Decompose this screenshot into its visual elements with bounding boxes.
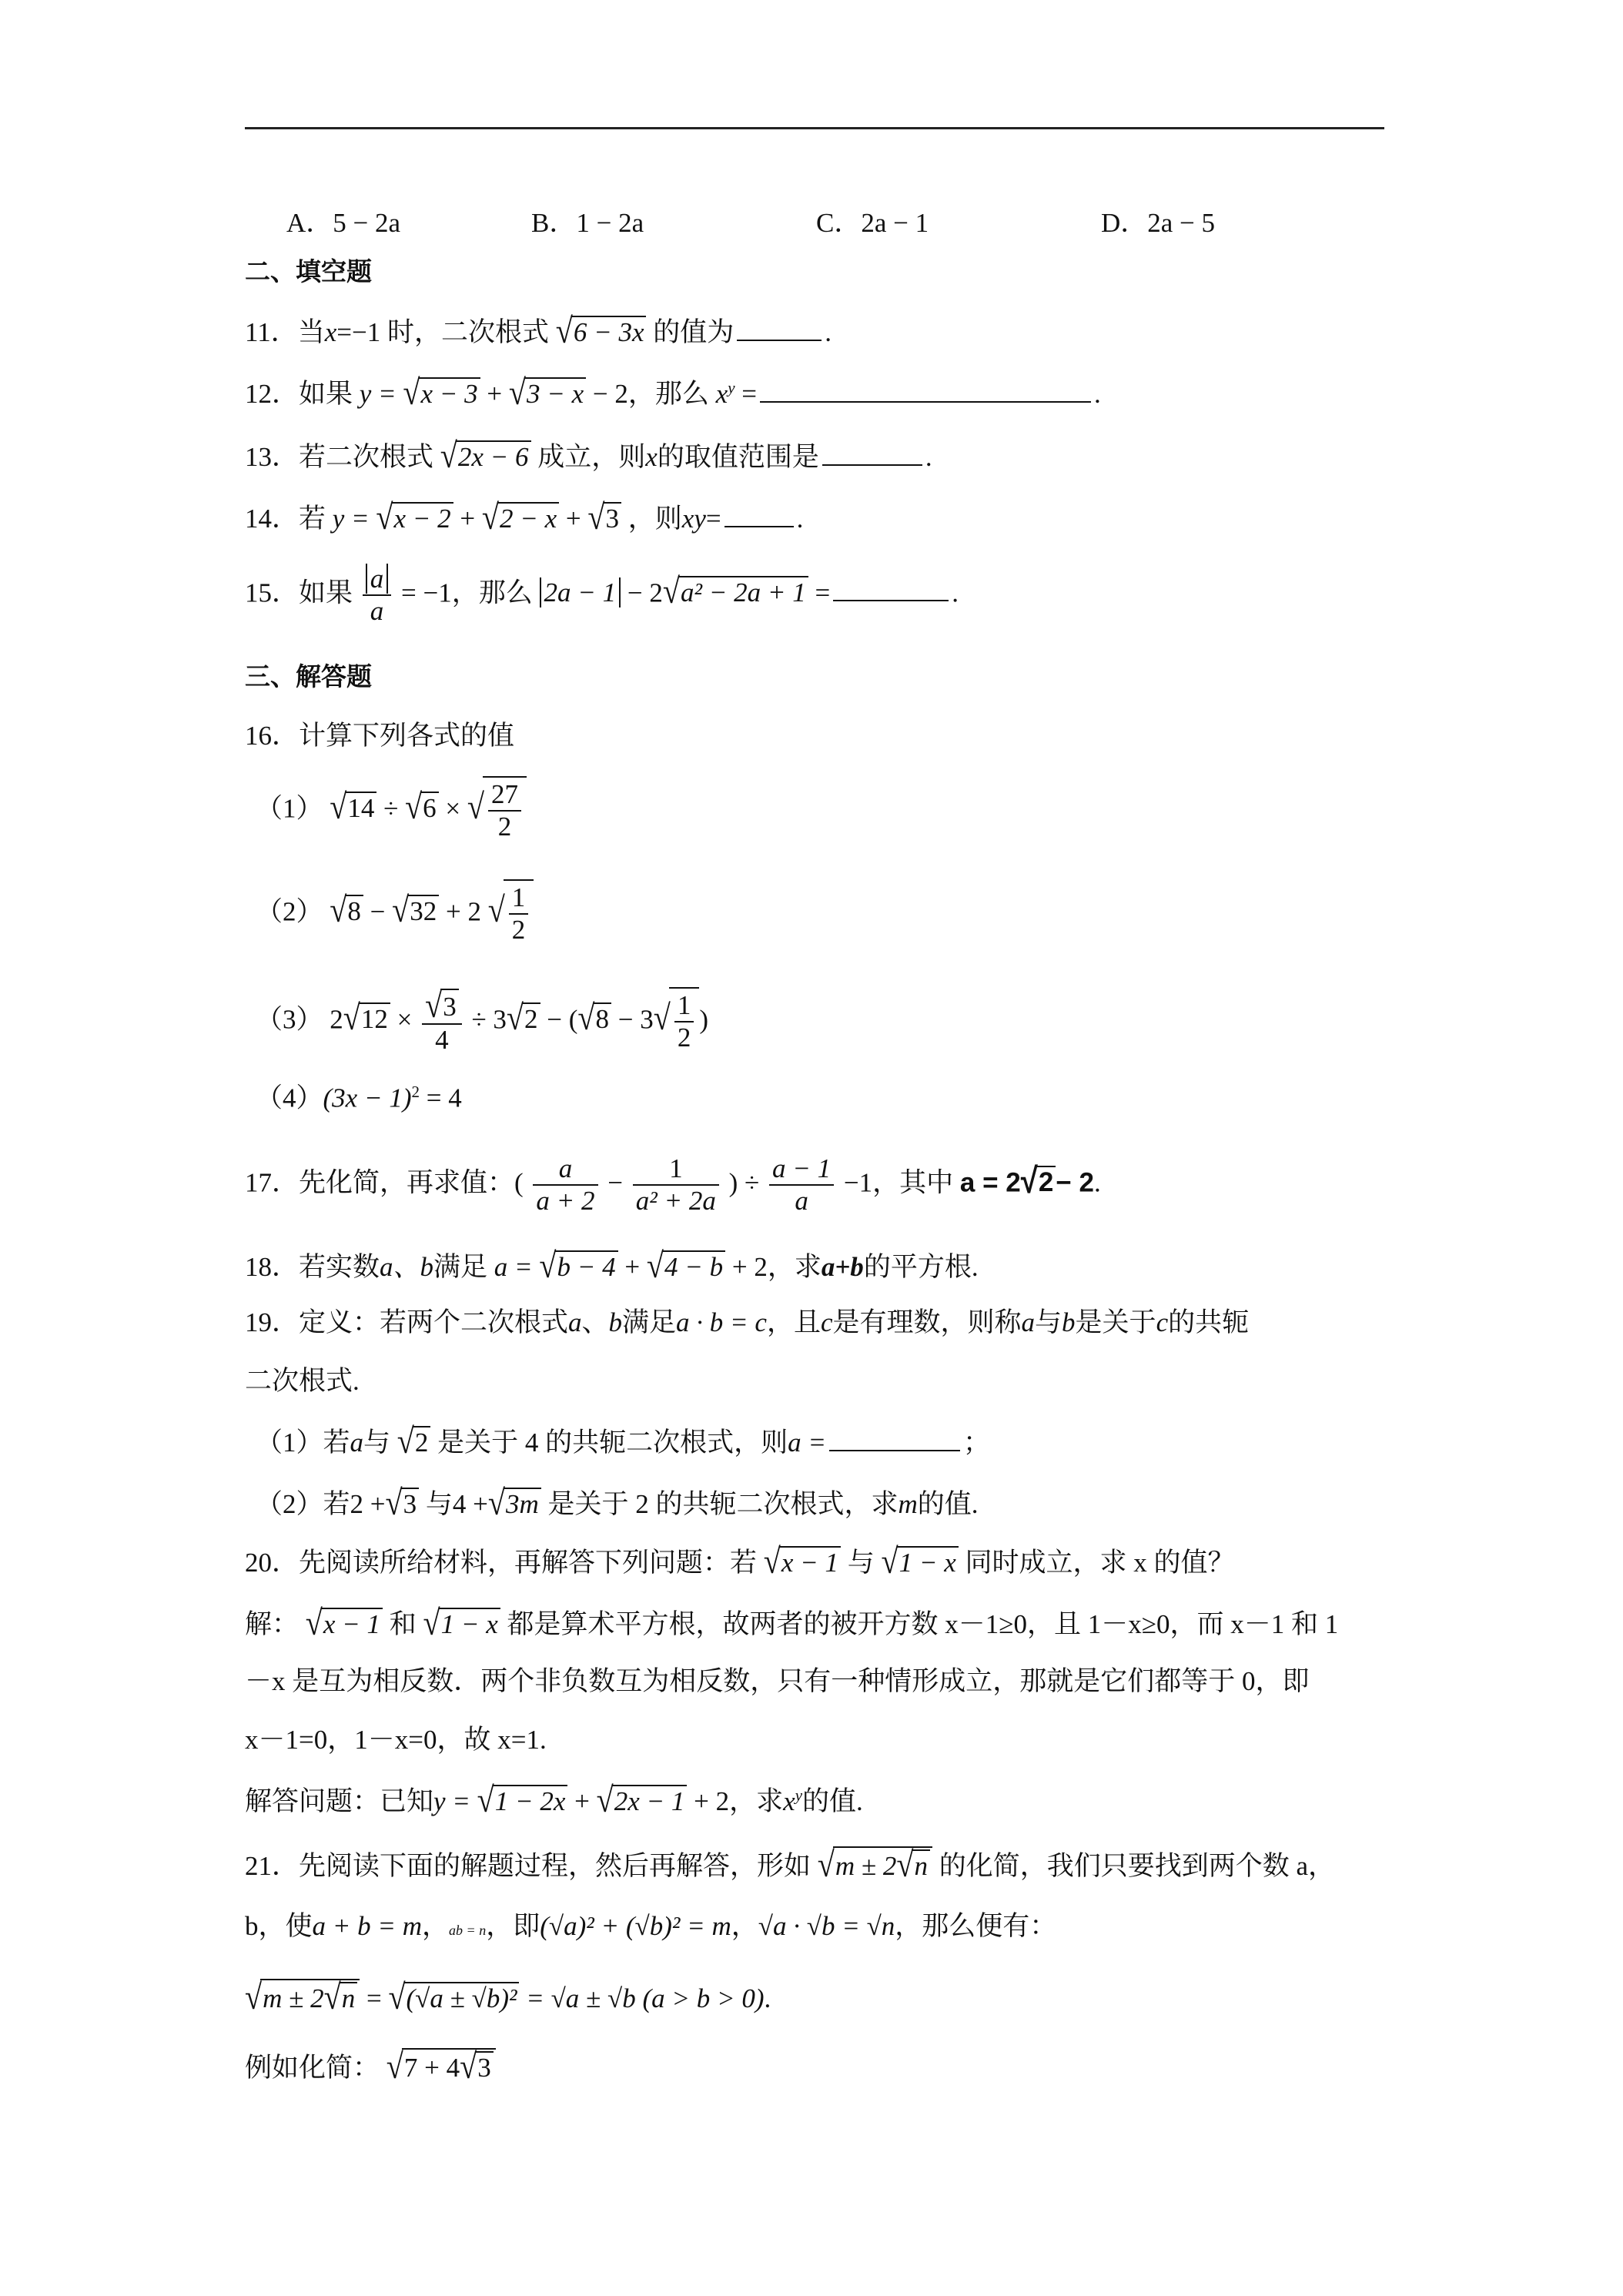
question-14: 14．若 y = √x − 2 + √2 − x + √3 ，则xy= . bbox=[245, 497, 804, 537]
section-fill-in: 二、填空题 bbox=[245, 256, 372, 286]
option-c: C．2a − 1 bbox=[816, 208, 929, 238]
question-19-part-1: （1）若a与 √2 是关于 4 的共轭二次根式，则a = ； bbox=[256, 1421, 991, 1461]
question-12: 12．如果 y = √x − 3 + √3 − x − 2，那么 $x^y$ = . bbox=[245, 372, 1101, 413]
question-20-solution-line-3: x－1=0，1－x=0，故 x=1. bbox=[245, 1725, 547, 1755]
question-18: 18．若实数a、b满足 a = √b − 4 + √4 − b + 2，求a+b的平方根. bbox=[245, 1245, 979, 1286]
question-20: 20．先阅读所给材料，再解答下列问题：若 √x − 1 与 √1 − x 同时成立，求 x 的值？ bbox=[245, 1541, 1235, 1581]
question-21-line-2: b，使a + b = m，ab = n，即(√a)² + (√b)² = m，√a · √b = √n，那么便有： bbox=[245, 1911, 1057, 1941]
question-20-solution-line-2: －x 是互为相反数．两个非负数互为相反数，只有一种情形成立，那就是它们都等于 0，即 bbox=[245, 1666, 1310, 1696]
question-21-line-1: 21．先阅读下面的解题过程，然后再解答，形如 √m ± 2√n 的化简，我们只要找到两个数 a， bbox=[245, 1844, 1335, 1885]
option-b: B．1 − 2a bbox=[531, 208, 644, 238]
header-rule bbox=[245, 127, 1384, 129]
question-19-part-2: （2）若2 +√3 与4 +√3m 是关于 2 的共轭二次根式，求m的值. bbox=[256, 1482, 979, 1523]
question-17: 17．先化简，再求值：( $\frac{a}{a + 2}$ − $\frac{1}{\text{a² + 2a}}$ ) ÷ $\frac{a - 1}{a}$ −1，其中 a = 2√2− 2. bbox=[245, 1153, 1101, 1217]
question-20-problem: 解答问题：已知y = √1 − 2x + √2x − 1 + 2，求$x^y$的值. bbox=[245, 1779, 863, 1820]
question-20-solution-line-1: 解： √x − 1 和 √1 − x 都是算术平方根，故两者的被开方数 x－1≥0，且 1－x≥0，而 x－1 和 1 bbox=[245, 1602, 1339, 1643]
question-13: 13．若二次根式 √2x − 6 成立，则x的取值范围是 . bbox=[245, 435, 932, 476]
question-16-part-4: $(4)(3x - 1)^2 = 4$ bbox=[256, 1083, 462, 1113]
option-a: A．5 − 2a bbox=[286, 208, 401, 238]
question-11: 11．当x=−1 时，二次根式 √6 − 3x 的值为 . bbox=[245, 310, 832, 351]
question-15: 15．如果 $\frac{a}{a}$ = −1，那么 2a − 1 − 2√a² − 2a + 1 = . bbox=[245, 564, 959, 627]
question-16-part-2: （2） √8 − √32 + 2 √ $\frac{1}{2}$ bbox=[256, 879, 534, 946]
question-21-line-3: √m ± 2√n = √(√a ± √b)² = √a ± √b (a > b > 0). bbox=[245, 1976, 771, 2017]
question-19-line-2: 二次根式. bbox=[245, 1366, 360, 1396]
section-answer: 三、解答题 bbox=[245, 661, 372, 691]
option-d: D．2a − 5 bbox=[1101, 208, 1216, 238]
question-21-line-4: 例如化简： √7 + 4√3 bbox=[245, 2048, 496, 2082]
question-16-part-1: （1） √14 ÷ √6 × √ $\frac{27}{2}$ bbox=[256, 776, 527, 843]
question-19-line-1: 19．定义：若两个二次根式a、b满足a · b = c，且c是有理数，则称a与b是关于c的共轭 bbox=[245, 1307, 1250, 1337]
question-16-part-3: （3） 2√12 × $\frac{√3}{4}$ ÷ 3√2 − (√8 − 3√ $\frac{1}{2}$ ) bbox=[256, 985, 709, 1056]
question-16-title: 16．计算下列各式的值 bbox=[245, 721, 515, 751]
